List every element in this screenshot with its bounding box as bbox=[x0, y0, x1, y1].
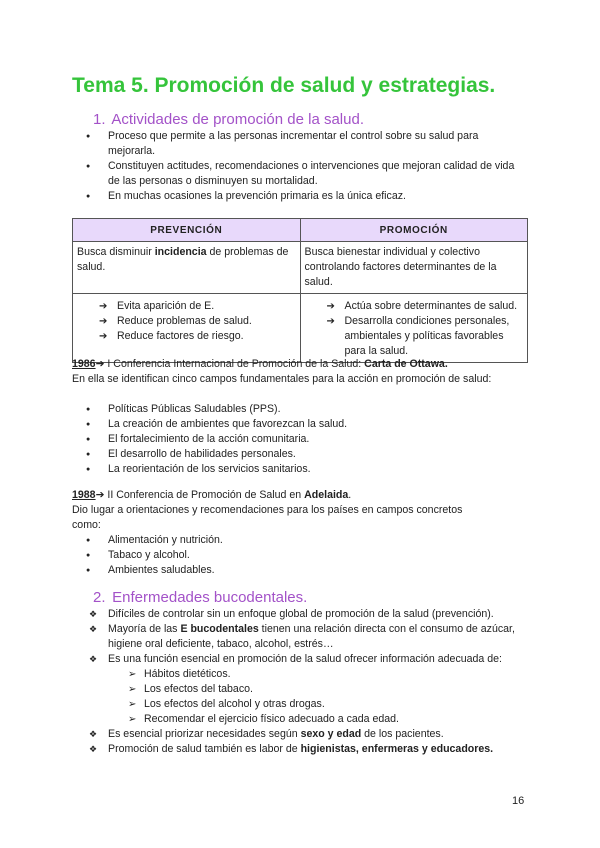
promocion-items-cell bbox=[300, 294, 528, 363]
section-2-number: 2. bbox=[93, 589, 106, 606]
table-header-row bbox=[73, 219, 528, 242]
arrow-icon: ➔ bbox=[95, 358, 105, 370]
ottawa-paragraph: 1986➔ I Conferencia Internacional de Promoción de la Salud: Carta de Ottawa. En ella se identifican cinco campos fundamentales para la acción en promoción de salud: bbox=[72, 357, 528, 387]
list-item: ➔ Actúa sobre determinantes de salud. bbox=[305, 299, 524, 314]
list-item: ❖ Mayoría de las E bucodentales tienen una relación directa con el consumo de azúcar, higiene oral deficiente, tabaco, alcohol, estrés… bbox=[72, 622, 528, 652]
list-item: ● Constituyen actitudes, recomendaciones o intervenciones que mejoran calidad de vida de las personas o disminuyen su mortalidad. bbox=[72, 159, 528, 189]
ottawa-year: 1986 bbox=[72, 358, 96, 370]
list-item: ● En muchas ocasiones la prevención primaria es la única eficaz. bbox=[72, 189, 528, 204]
adelaida-year: 1988 bbox=[72, 489, 96, 501]
list-item: ❖ Promoción de salud también es labor de higienistas, enfermeras y educadores. bbox=[72, 742, 528, 757]
table-row bbox=[73, 294, 528, 363]
adelaida-bold: Adelaida bbox=[304, 489, 349, 501]
section-2-title: Enfermedades bucodentales. bbox=[112, 589, 308, 606]
prevencion-description: Busca disminuir incidencia de problemas de salud. bbox=[73, 242, 301, 294]
list-item: ❖ Es una función esencial en promoción de la salud ofrecer información adecuada de: ➢ Hábitos dietéticos. ➢ Los efectos del tabaco. ➢ Los efectos del alcohol y otras drogas. ➢ Recomendar el ejercicio físico adecuado a cada edad. bbox=[72, 652, 528, 727]
table-row bbox=[73, 242, 528, 294]
sub-list bbox=[72, 667, 528, 727]
list-item: ● La creación de ambientes que favorezcan la salud. bbox=[72, 417, 528, 432]
list-item: ● Ambientes saludables. bbox=[72, 563, 528, 578]
list-item: ● Políticas Públicas Saludables (PPS). bbox=[72, 402, 528, 417]
table-header-prevencion: PREVENCIÓN bbox=[73, 219, 301, 242]
list-item: ● El desarrollo de habilidades personales. bbox=[72, 447, 528, 462]
ottawa-list bbox=[72, 402, 528, 477]
list-item: ● Alimentación y nutrición. bbox=[72, 533, 528, 548]
list-item: ❖ Es esencial priorizar necesidades según sexo y edad de los pacientes. bbox=[72, 727, 528, 742]
list-item: ● El fortalecimiento de la acción comunitaria. bbox=[72, 432, 528, 447]
list-item: ➔ Evita aparición de E. bbox=[77, 299, 296, 314]
section-1-heading bbox=[93, 111, 364, 129]
list-item: ➢ Recomendar el ejercicio físico adecuado a cada edad. bbox=[72, 712, 528, 727]
list-item: ➢ Los efectos del tabaco. bbox=[72, 682, 528, 697]
adelaida-paragraph: 1988➔ II Conferencia de Promoción de Salud en Adelaida. Dio lugar a orientaciones y recomendaciones para los países en campos concretos como: bbox=[72, 488, 492, 533]
list-item: ❖ Difíciles de controlar sin un enfoque global de promoción de la salud (prevención). bbox=[72, 607, 528, 622]
comparison-table-wrapper bbox=[72, 218, 528, 363]
section-2-heading bbox=[93, 589, 307, 607]
section-1-title: Actividades de promoción de la salud. bbox=[111, 111, 364, 128]
page-number: 16 bbox=[512, 795, 525, 807]
table-header-promocion: PROMOCIÓN bbox=[300, 219, 528, 242]
list-item: ● La reorientación de los servicios sanitarios. bbox=[72, 462, 528, 477]
list-item: ➔ Reduce problemas de salud. bbox=[77, 314, 296, 329]
prevencion-items-cell bbox=[73, 294, 301, 363]
list-item: ➢ Los efectos del alcohol y otras drogas. bbox=[72, 697, 528, 712]
list-item: ● Proceso que permite a las personas incrementar el control sobre su salud para mejorarla. bbox=[72, 129, 528, 159]
list-item: ➢ Hábitos dietéticos. bbox=[72, 667, 528, 682]
adelaida-list bbox=[72, 533, 528, 578]
section-1-number: 1. bbox=[93, 111, 106, 128]
promocion-description: Busca bienestar individual y colectivo controlando factores determinantes de la salud. bbox=[300, 242, 528, 294]
adelaida-intro: Dio lugar a orientaciones y recomendaciones para los países en campos concretos como: bbox=[72, 504, 463, 531]
list-item: ● Tabaco y alcohol. bbox=[72, 548, 528, 563]
arrow-icon: ➔ bbox=[95, 489, 105, 501]
ottawa-bold: Carta de Ottawa. bbox=[364, 358, 448, 370]
list-item: ➔ Desarrolla condiciones personales, ambientales y políticas favorables para la salud. bbox=[305, 314, 524, 359]
page-title: Tema 5. Promoción de salud y estrategias. bbox=[72, 74, 496, 97]
list-item: ➔ Reduce factores de riesgo. bbox=[77, 329, 296, 344]
section-2-list bbox=[72, 607, 528, 757]
ottawa-intro: En ella se identifican cinco campos fundamentales para la acción en promoción de salud: bbox=[72, 373, 492, 385]
section-1-bullets bbox=[72, 129, 528, 204]
comparison-table bbox=[72, 218, 528, 363]
